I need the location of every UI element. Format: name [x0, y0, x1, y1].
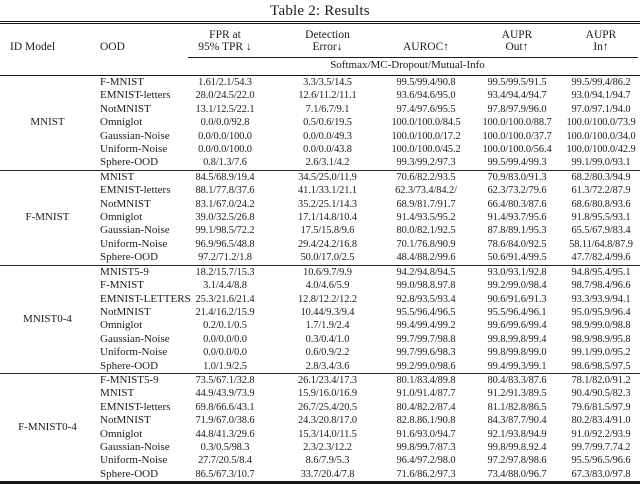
- ood-dataset-label: Uniform-Noise: [100, 454, 168, 467]
- ood-dataset-label: NotMNIST: [100, 414, 151, 427]
- metric-value-detection-error: 15.9/16.0/16.9: [298, 388, 357, 400]
- metric-value-detection-error: 0.6/0.9/2.2: [305, 347, 350, 359]
- metric-value-detection-error: 34.5/25.0/11.9: [275, 170, 380, 184]
- ood-dataset-label: Uniform-Noise: [100, 237, 168, 250]
- col-header-detection-error: [275, 25, 380, 56]
- table-row: [0, 103, 640, 116]
- metric-value-aupr-in: 58.11/64.8/87.9: [569, 238, 633, 250]
- metric-value-aupr-in: 100.0/100.0/73.9: [566, 117, 636, 129]
- table-caption: Table 2: Results: [270, 3, 370, 19]
- ood-dataset-label: Omniglot: [100, 211, 143, 224]
- ood-dataset-label: F-MNIST: [100, 279, 145, 292]
- metric-value-aupr-in: 47.7/82.4/99.6: [571, 252, 631, 264]
- metric-value-auroc: 92.8/93.5/93.4: [396, 293, 456, 305]
- table-body: [0, 76, 640, 482]
- metric-value-auroc: 93.6/94.6/95.0: [396, 90, 456, 102]
- metric-value-fpr-95tpr: 84.5/68.9/19.4: [175, 170, 275, 184]
- metric-value-fpr-95tpr: 99.1/98.5/72.2: [195, 225, 255, 237]
- table-row: [0, 198, 640, 211]
- metric-value-aupr-in: 98.6/98.5/97.5: [571, 360, 631, 372]
- metric-value-auroc: 80.1/83.4/89.8: [380, 373, 472, 387]
- col-header-line: Error↓: [312, 41, 343, 53]
- metric-value-aupr-out: 100.0/100.0/37.7: [482, 130, 552, 142]
- metric-value-aupr-in: 97.0/97.1/94.0: [571, 103, 631, 115]
- metric-value-detection-error: 15.3/14.0/11.5: [298, 428, 357, 440]
- ood-dataset-label: NotMNIST: [100, 197, 151, 210]
- table-row: [0, 279, 640, 292]
- method-note: Softmax/MC-Dropout/Mutual-Info: [175, 58, 640, 76]
- ood-dataset-label: NotMNIST: [100, 102, 151, 115]
- metric-value-fpr-95tpr: 0.0/0.0/100.0: [198, 144, 252, 156]
- metric-value-fpr-95tpr: 71.9/67.0/38.6: [195, 415, 255, 427]
- ood-dataset-label: MNIST5-9: [95, 265, 175, 279]
- metric-value-aupr-in: 68.2/80.3/94.9: [562, 170, 640, 184]
- metric-value-auroc: 80.0/82.1/92.5: [396, 225, 456, 237]
- metric-value-aupr-out: 90.6/91.6/91.3: [487, 293, 547, 305]
- ood-dataset-label: EMNIST-letters: [100, 400, 171, 413]
- metric-value-detection-error: 1.7/1.9/2.4: [305, 320, 350, 332]
- col-header-line: AUPR: [501, 29, 533, 41]
- col-header-line: FPR at: [209, 29, 241, 41]
- metric-value-detection-error: 12.8/12.2/12.2: [298, 293, 357, 305]
- metric-value-detection-error: 35.2/25.1/14.3: [298, 198, 357, 210]
- metric-value-fpr-95tpr: 83.1/67.0/24.2: [195, 198, 255, 210]
- metric-value-detection-error: 2.6/3.1/4.2: [305, 157, 350, 169]
- metric-value-aupr-out: 99.8/99.8.92.4: [487, 441, 547, 453]
- metric-value-detection-error: 29.4/24.2/16.8: [298, 238, 357, 250]
- ood-dataset-label: Gaussian-Noise: [100, 224, 170, 237]
- results-table: [0, 25, 640, 481]
- ood-dataset-label: EMNIST-letters: [100, 89, 171, 102]
- table-row: [0, 170, 640, 184]
- metric-value-aupr-out: 99.8/99.8/99.0: [487, 347, 547, 359]
- metric-value-auroc: 100.0/100.0/17.2: [391, 130, 461, 142]
- table-row: [0, 387, 640, 400]
- metric-value-aupr-out: 99.5/99.4/99.3: [487, 157, 547, 169]
- metric-value-aupr-in: 95.0/95.9/96.4: [571, 306, 631, 318]
- metric-value-detection-error: 2.8/3.4/3.6: [305, 360, 350, 372]
- ood-dataset-label: Omniglot: [100, 427, 143, 440]
- metric-value-aupr-out: 80.4/83.3/87.6: [472, 373, 562, 387]
- id-model-label: F-MNIST: [0, 170, 95, 265]
- ood-dataset-label: Gaussian-Noise: [100, 440, 170, 453]
- ood-dataset-label: MNIST: [95, 170, 175, 184]
- metric-value-aupr-in: 91.8/95.5/93.1: [571, 212, 631, 224]
- metric-value-detection-error: 24.3/20.8/17.0: [298, 415, 357, 427]
- metric-value-fpr-95tpr: 0.0/0.0/0.0: [203, 333, 247, 345]
- col-header-ood: OOD: [100, 41, 125, 53]
- metric-value-aupr-out: 87.8/89.1/95.3: [487, 225, 547, 237]
- metric-value-aupr-in: 80.2/83.4/91.0: [571, 415, 631, 427]
- ood-dataset-label: NotMNIST: [100, 305, 151, 318]
- metric-value-detection-error: 2.3/2.3/12.2: [303, 441, 352, 453]
- metric-value-aupr-in: 99.7/99.7.74.2: [571, 441, 631, 453]
- col-header-auroc: AUROC↑: [402, 41, 449, 53]
- metric-value-detection-error: 4.0/4.6/5.9: [305, 280, 350, 292]
- metric-value-fpr-95tpr: 96.9/96.5/48.8: [195, 238, 255, 250]
- table-row: [0, 184, 640, 197]
- ood-dataset-label: Omniglot: [100, 116, 143, 129]
- table-row: [0, 346, 640, 359]
- id-model-label: MNIST0-4: [0, 265, 95, 373]
- ood-dataset-label: Sphere-OOD: [100, 359, 159, 372]
- metric-value-auroc: 91.6/93.0/94.7: [396, 428, 456, 440]
- table-row: [0, 116, 640, 129]
- table-row: [0, 156, 640, 170]
- col-header-aupr-in: [562, 25, 640, 56]
- col-header-line: Detection: [305, 29, 350, 41]
- metric-value-fpr-95tpr: 25.3/21.6/21.4: [195, 293, 255, 305]
- metric-value-aupr-out: 99.2/99.0/98.4: [487, 280, 547, 292]
- ood-dataset-label: Sphere-OOD: [100, 467, 159, 480]
- metric-value-aupr-in: 98.9/98.9/95.8: [571, 333, 631, 345]
- table-row: [0, 224, 640, 237]
- metric-value-fpr-95tpr: 28.0/24.5/22.0: [195, 90, 255, 102]
- col-header-line: AUPR: [585, 29, 617, 41]
- metric-value-aupr-out: 62.3/73.2/79.6: [487, 185, 547, 197]
- metric-value-fpr-95tpr: 44.9/43.9/73.9: [195, 388, 255, 400]
- metric-value-auroc: 91.4/93.5/95.2: [396, 212, 456, 224]
- metric-value-aupr-in: 68.6/80.8/93.6: [571, 198, 631, 210]
- metric-value-auroc: 82.8.86.1/90.8: [396, 415, 456, 427]
- metric-value-aupr-in: 93.0/94.1/94.7: [571, 90, 631, 102]
- metric-value-aupr-out: 97.2/97.8/98.6: [487, 455, 547, 467]
- metric-value-fpr-95tpr: 0.8/1.3/7.6: [203, 157, 247, 169]
- metric-value-fpr-95tpr: 0.0/0.0/92.8: [200, 117, 250, 129]
- metric-value-aupr-out: 100.0/100.0/88.7: [482, 117, 552, 129]
- col-header-id-model: ID Model: [10, 41, 56, 53]
- metric-value-auroc: 96.4/97.2/98.0: [396, 455, 456, 467]
- metric-value-detection-error: 0.0/0.0/43.8: [303, 144, 352, 156]
- metric-value-aupr-in: 91.0/92.2/93.9: [571, 428, 631, 440]
- table-row: [0, 468, 640, 481]
- metric-value-fpr-95tpr: 69.8/66.6/43.1: [195, 401, 255, 413]
- metric-value-aupr-out: 91.4/93.7/95.6: [487, 212, 547, 224]
- metric-value-detection-error: 26.7/25.4/20.5: [298, 401, 357, 413]
- col-header-aupr-out: [472, 25, 562, 56]
- metric-value-fpr-95tpr: 44.8/41.3/29.6: [195, 428, 255, 440]
- metric-value-auroc: 100.0/100.0/84.5: [391, 117, 461, 129]
- metric-value-detection-error: 0.0/0.0/49.3: [303, 130, 352, 142]
- metric-value-auroc: 91.0/91.4/87.7: [396, 388, 456, 400]
- metric-value-auroc: 99.5/99.4/90.8: [396, 77, 456, 88]
- metric-value-aupr-out: 78.6/84.0/92.5: [487, 238, 547, 250]
- ood-dataset-label: F-MNIST: [100, 76, 145, 88]
- metric-value-detection-error: 12.6/11.2/11.1: [298, 90, 357, 102]
- header-row: [0, 25, 640, 56]
- ood-dataset-label: MNIST: [100, 387, 135, 400]
- metric-value-detection-error: 3.3/3.5/14.5: [303, 77, 352, 88]
- metric-value-aupr-in: 78.1/82.0/91.2: [562, 373, 640, 387]
- top-rule: [0, 21, 640, 24]
- table-row: [0, 251, 640, 265]
- id-model-label: F-MNIST0-4: [0, 373, 95, 481]
- metric-value-auroc: 62.3/73.4/84.2/: [395, 185, 457, 197]
- id-model-label: MNIST: [30, 116, 65, 129]
- metric-value-fpr-95tpr: 3.1/4.4/8.8: [203, 280, 247, 292]
- metric-value-aupr-in: 99.5/99.4/86.2: [571, 77, 631, 88]
- ood-dataset-label: Omniglot: [100, 319, 143, 332]
- metric-value-fpr-95tpr: 18.2/15.7/15.3: [175, 265, 275, 279]
- metric-value-aupr-out: 99.6/99.6/99.4: [487, 320, 547, 332]
- metric-value-auroc: 99.0/98.8.97.8: [396, 280, 456, 292]
- metric-value-aupr-in: 98.9/99.0/98.8: [571, 320, 631, 332]
- metric-value-auroc: 97.4/97.6/95.5: [396, 103, 456, 115]
- metric-value-auroc: 94.2/94.8/94.5: [380, 265, 472, 279]
- ood-dataset-label: Gaussian-Noise: [100, 129, 170, 142]
- metric-value-aupr-in: 98.7/98.4/96.6: [571, 280, 631, 292]
- metric-value-detection-error: 7.1/6.7/9.1: [305, 103, 350, 115]
- ood-dataset-label: Sphere-OOD: [100, 156, 159, 169]
- metric-value-aupr-in: 79.6/81.5/97.9: [571, 401, 631, 413]
- metric-value-aupr-in: 99.1/99.0/93.1: [571, 157, 631, 169]
- metric-value-aupr-out: 73.4/88.0/96.7: [487, 468, 547, 480]
- metric-value-aupr-out: 93.4/94.4/94.7: [487, 90, 547, 102]
- ood-dataset-label: Sphere-OOD: [100, 251, 159, 264]
- metric-value-aupr-out: 81.1/82.8/86.5: [487, 401, 547, 413]
- metric-value-fpr-95tpr: 86.5/67.3/10.7: [195, 468, 255, 480]
- metric-value-aupr-in: 99.1/99.0/95.2: [571, 347, 631, 359]
- metric-value-aupr-out: 97.8/97.9/96.0: [487, 103, 547, 115]
- ood-dataset-label: EMNIST-LETTERS: [100, 292, 191, 305]
- metric-value-auroc: 71.6/86.2/97.3: [396, 468, 456, 480]
- metric-value-aupr-out: 66.4/80.3/87.6: [487, 198, 547, 210]
- metric-value-auroc: 100.0/100.0/45.2: [391, 144, 461, 156]
- ood-dataset-label: Uniform-Noise: [100, 346, 168, 359]
- metric-value-aupr-out: 84.3/87.7/90.4: [487, 415, 547, 427]
- metric-value-aupr-in: 100.0/100.0/34.0: [566, 130, 636, 142]
- col-header-line: In↑: [593, 41, 609, 53]
- metric-value-detection-error: 17.1/14.8/10.4: [298, 212, 357, 224]
- metric-value-fpr-95tpr: 0.0/0.0/0.0: [203, 347, 247, 359]
- ood-dataset-label: Gaussian-Noise: [100, 332, 170, 345]
- table-row: [0, 238, 640, 251]
- metric-value-detection-error: 0.5/0.6/19.5: [303, 117, 352, 129]
- table-row: [0, 293, 640, 306]
- metric-value-aupr-in: 93.3/93.9/94.1: [571, 293, 631, 305]
- table-row: [0, 454, 640, 467]
- table-row: [0, 319, 640, 332]
- metric-value-aupr-out: 92.1/93.8/94.9: [487, 428, 547, 440]
- table-row: [0, 414, 640, 427]
- metric-value-fpr-95tpr: 13.1/12.5/22.1: [195, 103, 255, 115]
- ood-dataset-label: Uniform-Noise: [100, 143, 168, 156]
- metric-value-aupr-out: 99.8.99.8/99.4: [487, 333, 547, 345]
- metric-value-auroc: 99.3/99.2/97.3: [396, 157, 456, 169]
- metric-value-aupr-in: 94.8/95.4/95.1: [562, 265, 640, 279]
- table-row: [0, 89, 640, 102]
- table-row: [0, 306, 640, 319]
- metric-value-auroc: 99.7/99.7/98.8: [396, 333, 456, 345]
- metric-value-aupr-in: 67.3/83.0/97.8: [571, 468, 631, 480]
- metric-value-fpr-95tpr: 21.4/16.2/15.9: [195, 306, 255, 318]
- table-row: [0, 76, 640, 90]
- table-row: [0, 211, 640, 224]
- metric-value-fpr-95tpr: 27.7/20.5/8.4: [198, 455, 252, 467]
- table-row: [0, 143, 640, 156]
- metric-value-auroc: 99.2/99.0/98.6: [396, 360, 456, 372]
- metric-value-aupr-in: 90.4/90.5/82.3: [571, 388, 631, 400]
- metric-value-aupr-in: 65.5/67.9/83.4: [571, 225, 631, 237]
- table-row: [0, 333, 640, 346]
- metric-value-detection-error: 17.5/15.8/9.6: [300, 225, 355, 237]
- table-row: [0, 373, 640, 387]
- metric-value-fpr-95tpr: 39.0/32.5/26.8: [195, 212, 255, 224]
- metric-value-aupr-out: 99.5/99.5/91.5: [487, 77, 547, 88]
- table-row: [0, 130, 640, 143]
- metric-value-aupr-in: 95.5/96.5/96.6: [571, 455, 631, 467]
- metric-value-detection-error: 33.7/20.4/7.8: [300, 468, 355, 480]
- metric-value-detection-error: 8.6/7.9/5.3: [305, 455, 350, 467]
- metric-value-aupr-out: 95.5/96.4/96.1: [487, 306, 547, 318]
- metric-value-detection-error: 50.0/17.0/2.5: [300, 252, 355, 264]
- metric-value-detection-error: 10.44/9.3/9.4: [300, 306, 355, 318]
- metric-value-auroc: 68.9/81.7/91.7: [396, 198, 456, 210]
- metric-value-auroc: 99.7/99.6/98.3: [396, 347, 456, 359]
- metric-value-aupr-out: 93.0/93.1/92.8: [472, 265, 562, 279]
- method-note-row: [0, 58, 640, 76]
- metric-value-auroc: 99.4/99.4/99.2: [396, 320, 456, 332]
- table-row: [0, 265, 640, 279]
- metric-value-fpr-95tpr: 97.2/71.2/1.8: [198, 252, 252, 264]
- metric-value-fpr-95tpr: 1.61/2.1/54.3: [198, 77, 252, 88]
- metric-value-aupr-in: 100.0/100.0/42.9: [566, 144, 636, 156]
- metric-value-aupr-out: 99.4/99.3/99.1: [487, 360, 547, 372]
- col-header-line: 95% TPR ↓: [198, 41, 252, 53]
- metric-value-fpr-95tpr: 0.3/0.5/98.3: [200, 441, 250, 453]
- metric-value-fpr-95tpr: 0.0/0.0/100.0: [198, 130, 252, 142]
- metric-value-auroc: 80.4/82.2/87.4: [396, 401, 456, 413]
- metric-value-auroc: 70.1/76.8/90.9: [396, 238, 456, 250]
- table-row: [0, 360, 640, 374]
- metric-value-auroc: 99.8/99.7/87.3: [396, 441, 456, 453]
- col-header-line: Out↑: [505, 41, 529, 53]
- metric-value-aupr-out: 91.2/91.3/89.5: [487, 388, 547, 400]
- metric-value-fpr-95tpr: 73.5/67.1/32.8: [175, 373, 275, 387]
- metric-value-detection-error: 41.1/33.1/21.1: [298, 185, 357, 197]
- metric-value-aupr-out: 100.0/100.0/56.4: [482, 144, 552, 156]
- metric-value-fpr-95tpr: 0.2/0.1/0.5: [203, 320, 247, 332]
- col-header-fpr-95tpr: [175, 25, 275, 56]
- metric-value-auroc: 70.6/82.2/93.5: [380, 170, 472, 184]
- metric-value-detection-error: 26.1/23.4/17.3: [275, 373, 380, 387]
- table-row: [0, 428, 640, 441]
- table-row: [0, 441, 640, 454]
- metric-value-fpr-95tpr: 88.1/77.8/37.6: [195, 185, 255, 197]
- ood-dataset-label: F-MNIST5-9: [95, 373, 175, 387]
- ood-dataset-label: EMNIST-letters: [100, 184, 171, 197]
- metric-value-auroc: 95.5/96.4/96.5: [396, 306, 456, 318]
- table-row: [0, 401, 640, 414]
- metric-value-aupr-out: 50.6/91.4/99.5: [487, 252, 547, 264]
- metric-value-aupr-out: 70.9/83.0/91.3: [472, 170, 562, 184]
- metric-value-aupr-in: 61.3/72.2/87.9: [571, 185, 631, 197]
- metric-value-detection-error: 10.6/9.7/9.9: [275, 265, 380, 279]
- metric-value-fpr-95tpr: 1.0/1.9/2.5: [203, 360, 247, 372]
- metric-value-detection-error: 0.3/0.4/1.0: [305, 333, 350, 345]
- metric-value-auroc: 48.4/88.2/99.6: [396, 252, 456, 264]
